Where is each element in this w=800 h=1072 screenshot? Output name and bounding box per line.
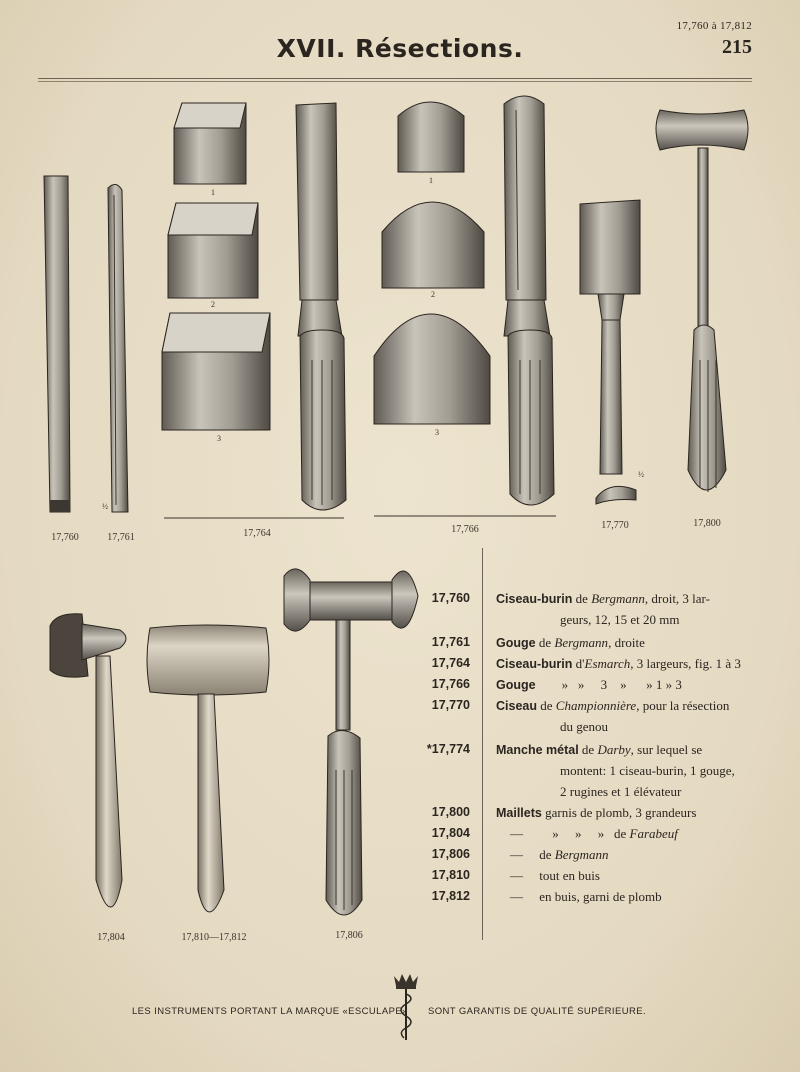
label-17761-scale: ½ [102,502,108,511]
page-range: 17,760 à 17,812 [676,20,752,32]
entry-description: Ciseau-burin de Bergmann, droit, 3 lar- [496,591,710,606]
blade-label-3: 3 [217,434,221,443]
blade-label-1: 1 [211,188,215,197]
gouge-label-1: 1 [429,176,433,185]
gouge-17766-figure [504,96,554,505]
label-17810: 17,810—17,812 [181,932,247,943]
gouge-set-17766-figure [374,102,490,424]
footer-right-text: SONT GARANTIS DE QUALITÉ SUPÉRIEURE. [428,1006,646,1017]
esculape-emblem-icon [386,970,426,1042]
mallet-17800-figure [656,110,748,492]
catalog-page: 17,760 à 17,812 215 XVII. Résections. 17,760 17,761 ½ 17,764 17,766 17,770 ½ 17,800 17,804 17,810—17,812 17,806 1 2 3 1 2 3 17,760 Ciseau-burin de Bergmann, droit, 3 lar- geurs, 12, 15 et 20 mm 17,761 Gouge de Bergmann, droite 17,764 Ciseau-burin d'Esmarch, 3 largeurs, fig. 1 à 3 17,766 Gouge » » 3 » » 1 » 3 17,770 Ciseau de Championnière, pour la résection du genou *17,774 Manche métal de Darby, sur lequel se montent: 1 ciseau-burin, 1 gouge, 2 rugines et 1 élévateur 17,800 Maillets garnis de plomb, 3 grandeurs 17,804 — » » » de Farabeuf 17,806 — de Bergmann 17,810 — tout en buis 17,812 — en buis, garni de plomb LES INSTRUMENTS PORTANT LA MARQUE «ESCULAPE» SONT GARANTIS DE QUALITÉ SUPÉRIEURE. [0,0,800,1072]
gouge-label-3: 3 [435,428,439,437]
label-17804: 17,804 [97,932,125,943]
gouge-label-2: 2 [431,290,435,299]
mallet-17810-figure [147,625,269,912]
gouge-17761-figure [108,184,128,512]
label-17770-scale: ½ [638,470,644,479]
mallet-17804-figure [50,614,126,907]
chisel-17770-figure [580,200,640,504]
label-17806: 17,806 [335,930,363,941]
page-number: 215 [722,36,752,58]
mallet-17806-figure [284,569,418,915]
chisel-17764-figure [296,103,346,510]
label-17800: 17,800 [693,518,721,529]
footer-left-text: LES INSTRUMENTS PORTANT LA MARQUE «ESCULAPE» [132,1006,408,1017]
label-17766: 17,766 [451,524,479,535]
label-17764: 17,764 [243,528,271,539]
label-17761: 17,761 [107,532,135,543]
label-17760: 17,760 [51,532,79,543]
chisel-17760-figure [44,176,70,512]
page-title: XVII. Résections. [276,34,524,63]
blade-set-17764-figure [162,103,270,430]
blade-label-2: 2 [211,300,215,309]
column-divider [482,548,483,940]
label-17770: 17,770 [601,520,629,531]
entry-number: 17,760 [431,591,470,605]
